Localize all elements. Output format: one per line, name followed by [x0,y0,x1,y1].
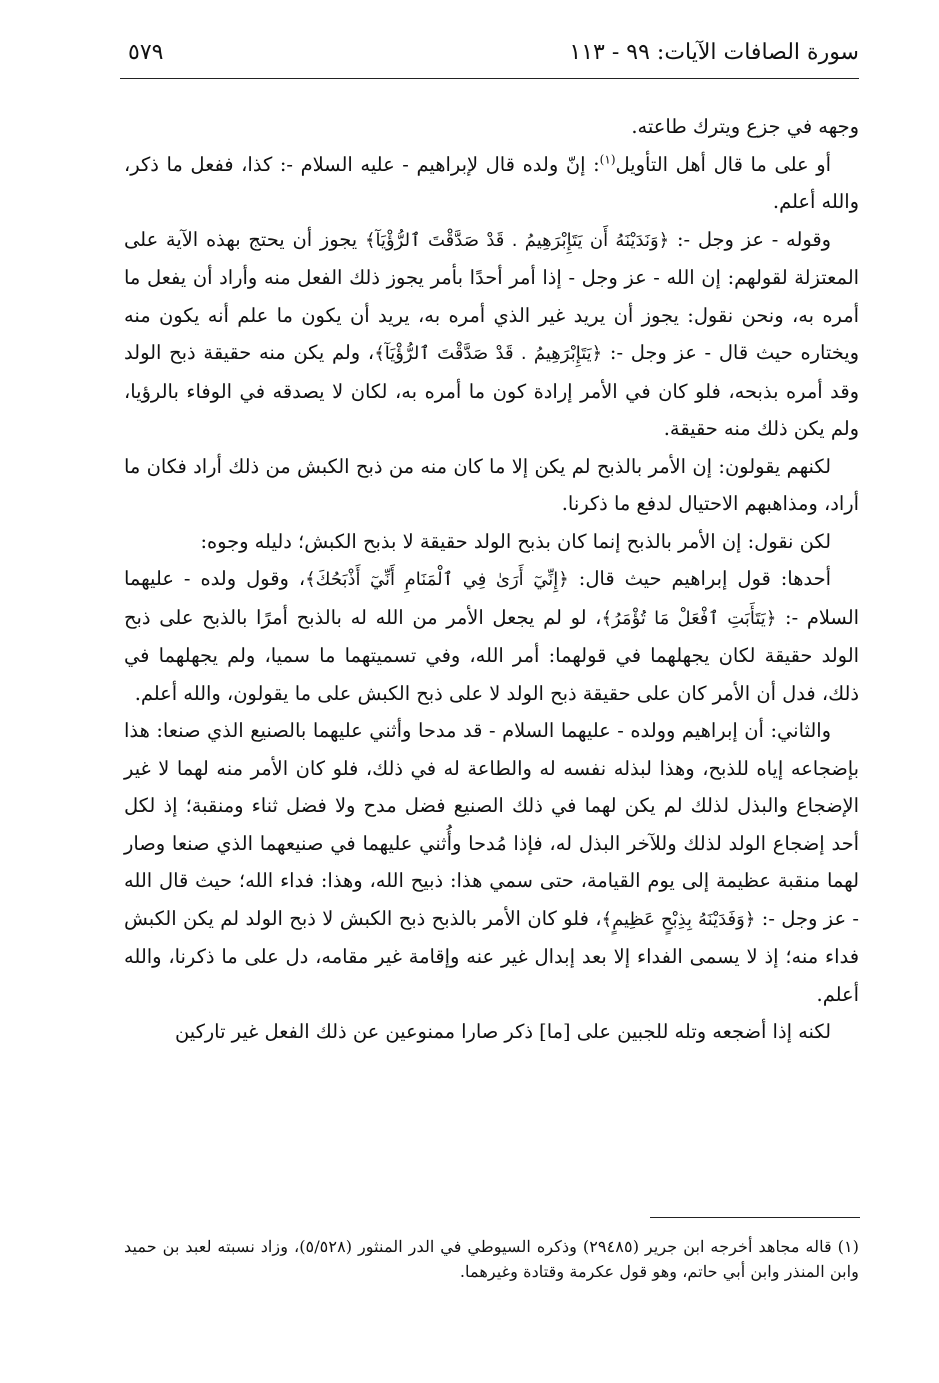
text-run: أو على ما قال أهل التأويل [615,152,831,176]
footnote-divider [650,1217,860,1218]
text-run: يجوز أن يحتج بهذه الآية على المعتزلة لقولهم: إن الله - عز وجل - إذا أمر أحدًا بأمر يجوز ذلك الفعل منه وأراد أن يفعل ما أمره به، ونحن نقول: يجوز أن يريد غير الذي أمره به، يريد أن يكون ما علم أنه يكون منه ويختاره حيث قال - عز وجل -: [124,227,860,364]
text-run: لكن نقول: إن الأمر بالذبح إنما كان بذبح الولد حقيقة لا بذبح الكبش؛ دليله وجوه: [200,529,831,553]
text-run: لكنه إذا أضجعه وتله للجبين على [ما] ذكر صارا ممنوعين عن ذلك الفعل غير تاركين [174,1020,831,1043]
text-run: ، ولم يكن منه حقيقة ذبح الولد وقد أمره بذبحه، فلو كان في الأمر إرادة كون ما أمره به، لكان لا يصدقه في الوفاء بالرؤيا، ولم يكن ذلك منه حقيقة. [124,341,859,440]
paragraph-7 [124,712,859,1013]
chapter-title: سورة الصافات الآيات: ٩٩ - ١١٣ [569,40,859,65]
paragraph-6 [124,560,859,712]
text-run: لكنهم يقولون: إن الأمر بالذبح لم يكن إلا ما كان منه من ذبح الكبش من ذلك أراد فكان ما أراد، ومذاهبهم الاحتيال لدفع ما ذكرنا. [124,454,859,515]
quran-verse: ﴿يَتَإِبْرَهِيمُ . قَدْ صَدَّقْتَ ٱلرُّؤْيَآ﴾ [374,343,603,364]
paragraph-1 [124,108,859,146]
text-run: ، وقول ولده - عليهما السلام -: [124,567,860,629]
quran-verse: ﴿يَتَأَبَتِ ٱفْعَلْ مَا تُؤْمَرُ﴾ [601,607,777,629]
text-run: : إنّ ولده قال لإبراهيم - عليه السلام -: كذا، ففعل ما ذكر، والله أعلم. [124,152,859,213]
paragraph-2 [124,146,859,221]
text-run: والثاني: أن إبراهيم وولده - عليهما السلام - قد مدحا وأثني عليهما بالصنيع الذي صنعا: هذا بإضجاعه إياه للذبح، وهذا لبذله نفسه له والطاعة له في ذلك، فلو كان الأمر منه لهما لا غير الإضجاع والبذل لذلك لم يكن لهما في ذلك الصنيع فضل مدح ولا فضل ثناء ومنقبة؛ إذ لكل أحد إضجاع الولد لذلك وللآخر البذل له، فإذا مُدحا وأُثني عليهما في صنيعهما الذي صنعا وصار لهما منقبة عظيمة إلى يوم القيامة، حتى سمي هذا: ذبيح الله، وهذا: فداء الله؛ حيث قال الله - عز وجل -: [124,719,859,930]
footnote-marker[interactable]: (١) [599,152,616,167]
paragraph-8 [124,1013,859,1051]
text-run: وجهه في جزع ويترك طاعته. [631,115,859,138]
quran-verse: ﴿وَنَدَيْنَهُ أَن يَتَإِبْرَهِيمُ . قَدْ صَدَّقْتَ ٱلرُّؤْيَآ﴾ [364,229,670,251]
quran-verse: ﴿وَفَدَيْنَهُ بِذِبْحٍ عَظِيمٍ﴾ [601,908,756,930]
paragraph-5 [124,523,859,561]
paragraph-4 [124,448,859,523]
quran-verse: ﴿إِنِّيٓ أَرَىٰ فِي ٱلْمَنَامِ أَنِّيٓ أَذْبَحُكَ﴾ [305,569,569,590]
text-run: ، فلو كان الأمر بالذبح ذبح الكبش لا ذبح الولد لم يكن الكبش فداء منه؛ إذ لا يسمى الفداء إلا بعد إبدال غير عنه وإقامة غير مقامه، دل على ما ذكرنا، والله أعلم. [124,906,859,1006]
text-run: أحدها: قول إبراهيم حيث قال: [568,567,831,590]
page-header [120,38,859,79]
page-number: ٥٧٩ [128,40,164,65]
text-run: وقوله - عز وجل -: [669,227,832,251]
text-run: ، لو لم يجعل الأمر من الله له بالذبح أمرًا بالذبح على ذبح الولد حقيقة لكان يجهلهما في قولهما: أمر الله، وفي تسميتهما ما سميا، ولم يجهلهما في ذلك، فدل أن الأمر كان على حقيقة ذبح الولد لا على ذبح الكبش على ما يقولون، والله أعلم. [124,605,859,705]
footnote-1: (١) قاله مجاهد أخرجه ابن جرير (٢٩٤٨٥) وذكره السيوطي في الدر المنثور (٥/٥٢٨)، وزاد نسبته لعبد بن حميد وابن المنذر وابن أبي حاتم، وهو قول عكرمة وقتادة وغيرهما. [124,1237,859,1281]
footnotes [124,1234,859,1284]
paragraph-3 [124,221,859,448]
body-text [124,108,859,1051]
